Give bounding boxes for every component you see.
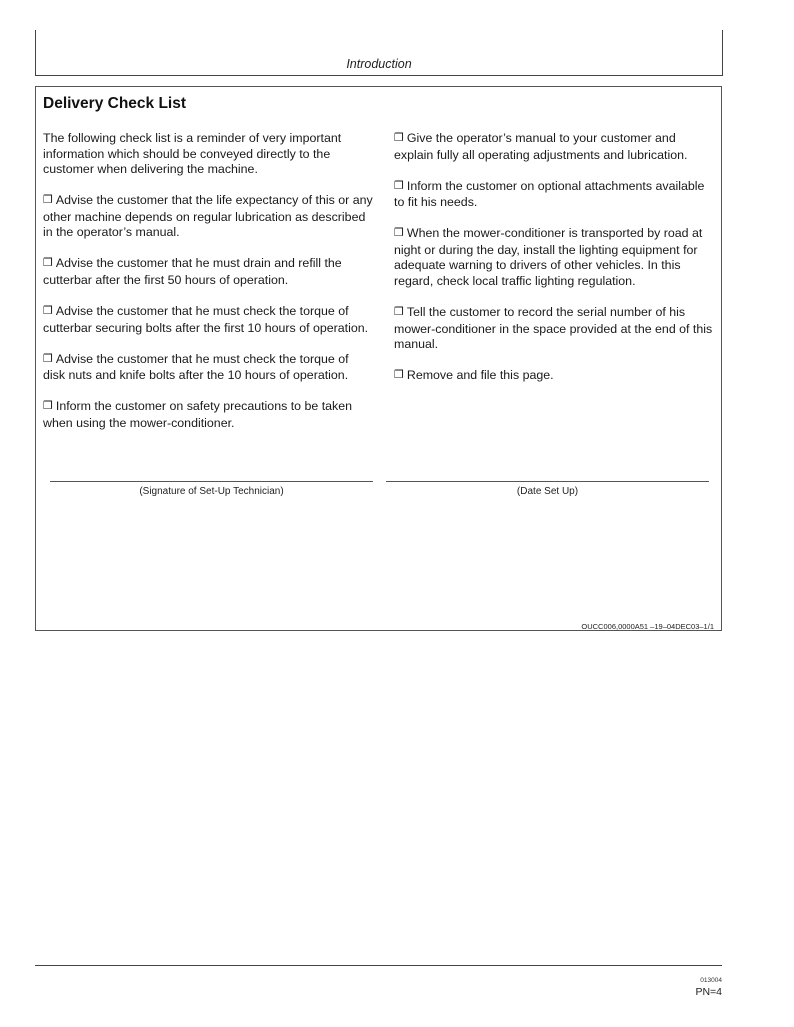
date-signature-line xyxy=(386,481,709,482)
technician-signature-label: (Signature of Set-Up Technician) xyxy=(139,486,284,497)
document-code: OUCC006,0000A51 –19–04DEC03–1/1 xyxy=(581,622,714,631)
section-title: Introduction xyxy=(346,57,412,71)
right-column xyxy=(394,131,718,400)
checkbox-icon: ❒ xyxy=(43,257,53,270)
checklist-item: ❒ Advise the customer that he must check the torque of cutterbar securing bolts after the first 10 hours of operation. xyxy=(43,303,369,335)
technician-signature-line xyxy=(50,481,373,482)
checklist-item: ❒ Tell the customer to record the serial number of his mower-conditioner in the space provided at the end of this manual. xyxy=(394,304,713,352)
checkbox-icon: ❒ xyxy=(43,352,53,365)
checklist-item: ❒ Advise the customer that the life expectancy of this or any other machine depends on regular lubrication as described in the operator’s manual. xyxy=(43,193,373,240)
left-column xyxy=(43,131,373,447)
checkbox-icon: ❒ xyxy=(394,305,404,318)
checkbox-icon: ❒ xyxy=(43,400,53,413)
date-setup-label: (Date Set Up) xyxy=(516,486,579,497)
checklist-item: ❒ Inform the customer on safety precautions to be taken when using the mower-conditioner. xyxy=(43,399,353,430)
page-number: PN=4 xyxy=(695,986,722,998)
checklist-item: ❒ Inform the customer on optional attachments available to fit his needs. xyxy=(394,178,705,210)
checkbox-icon: ❒ xyxy=(43,304,53,317)
checklist-item: ❒ Advise the customer that he must check the torque of disk nuts and knife bolts after the 10 hours of operation. xyxy=(43,351,349,383)
intro-paragraph: The following check list is a reminder of very important information which should be conveyed directly to the customer when delivering the machine. xyxy=(43,131,342,177)
checkbox-icon: ❒ xyxy=(394,179,404,192)
header-bottom-rule xyxy=(35,75,723,76)
checklist-item: ❒ Advise the customer that he must drain and refill the cutterbar after the first 50 hours of operation. xyxy=(43,256,342,287)
checkbox-icon: ❒ xyxy=(394,132,404,144)
footer-code: 013004 xyxy=(700,977,722,984)
page-heading: Delivery Check List xyxy=(43,95,187,112)
footer-rule xyxy=(35,965,722,966)
checkbox-icon: ❒ xyxy=(394,227,404,240)
checklist-item: ❒ When the mower-conditioner is transported by road at night or during the day, install the lighting equipment for adequate warning to drivers of other vehicles. In this regard, check local traffic lighting regulation. xyxy=(394,226,703,288)
checklist-item: ❒ Remove and file this page. xyxy=(394,368,554,383)
checklist-item: ❒ Give the operator’s manual to your customer and explain fully all operating adjustments and lubrication. xyxy=(394,131,688,162)
checkbox-icon: ❒ xyxy=(43,194,53,207)
checkbox-icon: ❒ xyxy=(394,369,404,382)
